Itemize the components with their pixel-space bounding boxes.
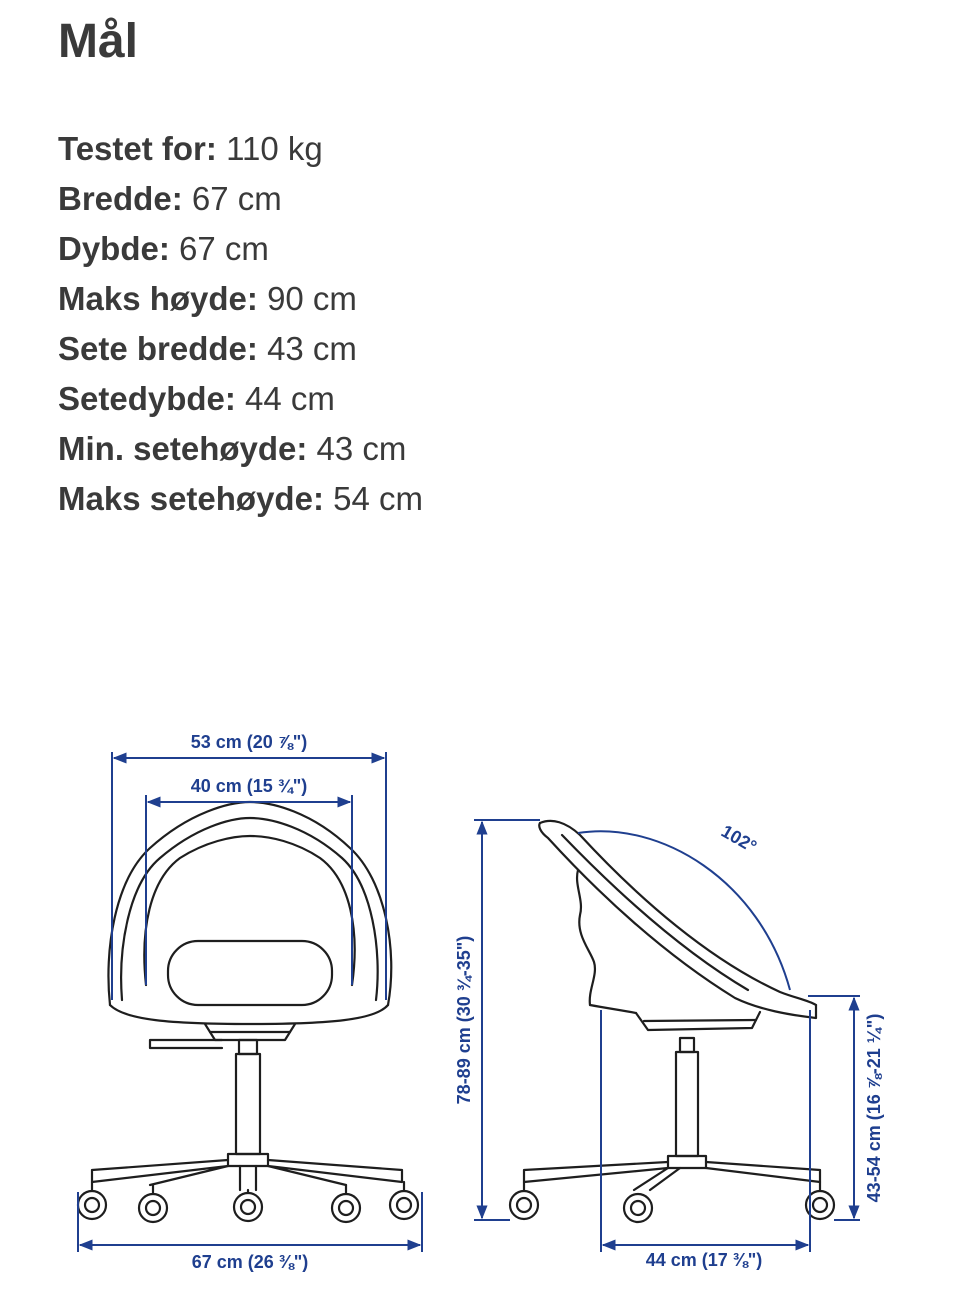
- spec-label: Bredde:: [58, 180, 183, 217]
- spec-value: 43 cm: [316, 430, 407, 467]
- side-view-chair: [510, 821, 834, 1222]
- dim-shell-width: 53 cm (20 ⅞"): [190, 732, 308, 752]
- front-lever: [150, 1040, 222, 1048]
- side-base-hub: [668, 1156, 706, 1168]
- spec-label: Min. setehøyde:: [58, 430, 308, 467]
- front-casters: [78, 1182, 418, 1222]
- dim-seat-depth: 44 cm (17 ⅜"): [645, 1250, 763, 1270]
- front-shell-rim: [121, 818, 377, 1000]
- front-gas-column: [236, 1054, 260, 1154]
- front-backrest-inner: [144, 836, 354, 985]
- spec-value: 67 cm: [179, 230, 269, 267]
- dim-seat-height: 43-54 cm (16 ⅞-21 ¼"): [864, 1013, 884, 1203]
- side-gas-column: [676, 1052, 698, 1156]
- side-casters: [510, 1182, 834, 1222]
- side-star-base: [524, 1162, 820, 1190]
- front-view-chair: [78, 802, 418, 1222]
- dim-total-height: 78-89 cm (30 ¾-35"): [454, 935, 474, 1105]
- front-seat-cushion: [168, 941, 332, 1005]
- side-back-profile: [577, 870, 595, 1005]
- spec-label: Maks høyde:: [58, 280, 258, 317]
- front-gas-lift-top: [239, 1040, 257, 1054]
- front-shell-bottom: [110, 1005, 388, 1024]
- page-title: Mål: [58, 15, 139, 68]
- front-base-hub: [228, 1154, 268, 1166]
- spec-value: 54 cm: [333, 480, 423, 517]
- spec-label: Setedybde:: [58, 380, 236, 417]
- spec-value: 67 cm: [191, 180, 282, 217]
- spec-label: Maks setehøyde:: [58, 480, 324, 517]
- spec-value: 43 cm: [267, 330, 357, 367]
- spec-label: Testet for:: [58, 130, 217, 167]
- spec-value: 90 cm: [267, 280, 357, 317]
- spec-label: Dybde:: [58, 230, 170, 267]
- spec-value: 110 kg: [226, 130, 323, 167]
- spec-value: 44 cm: [245, 380, 335, 417]
- dim-recline-angle: 102°: [717, 820, 761, 857]
- front-star-base: [92, 1160, 402, 1190]
- front-dimensions: [78, 732, 422, 1272]
- side-gas-lift-top: [680, 1038, 694, 1052]
- spec-label: Sete bredde:: [58, 330, 258, 367]
- dim-base-width: 67 cm (26 ⅜"): [191, 1252, 309, 1272]
- dim-seat-width: 40 cm (15 ¾"): [190, 776, 308, 796]
- side-shell-rim: [562, 835, 748, 990]
- side-back-profile-lower: [590, 1005, 636, 1013]
- dim-angle-arc: [578, 831, 790, 990]
